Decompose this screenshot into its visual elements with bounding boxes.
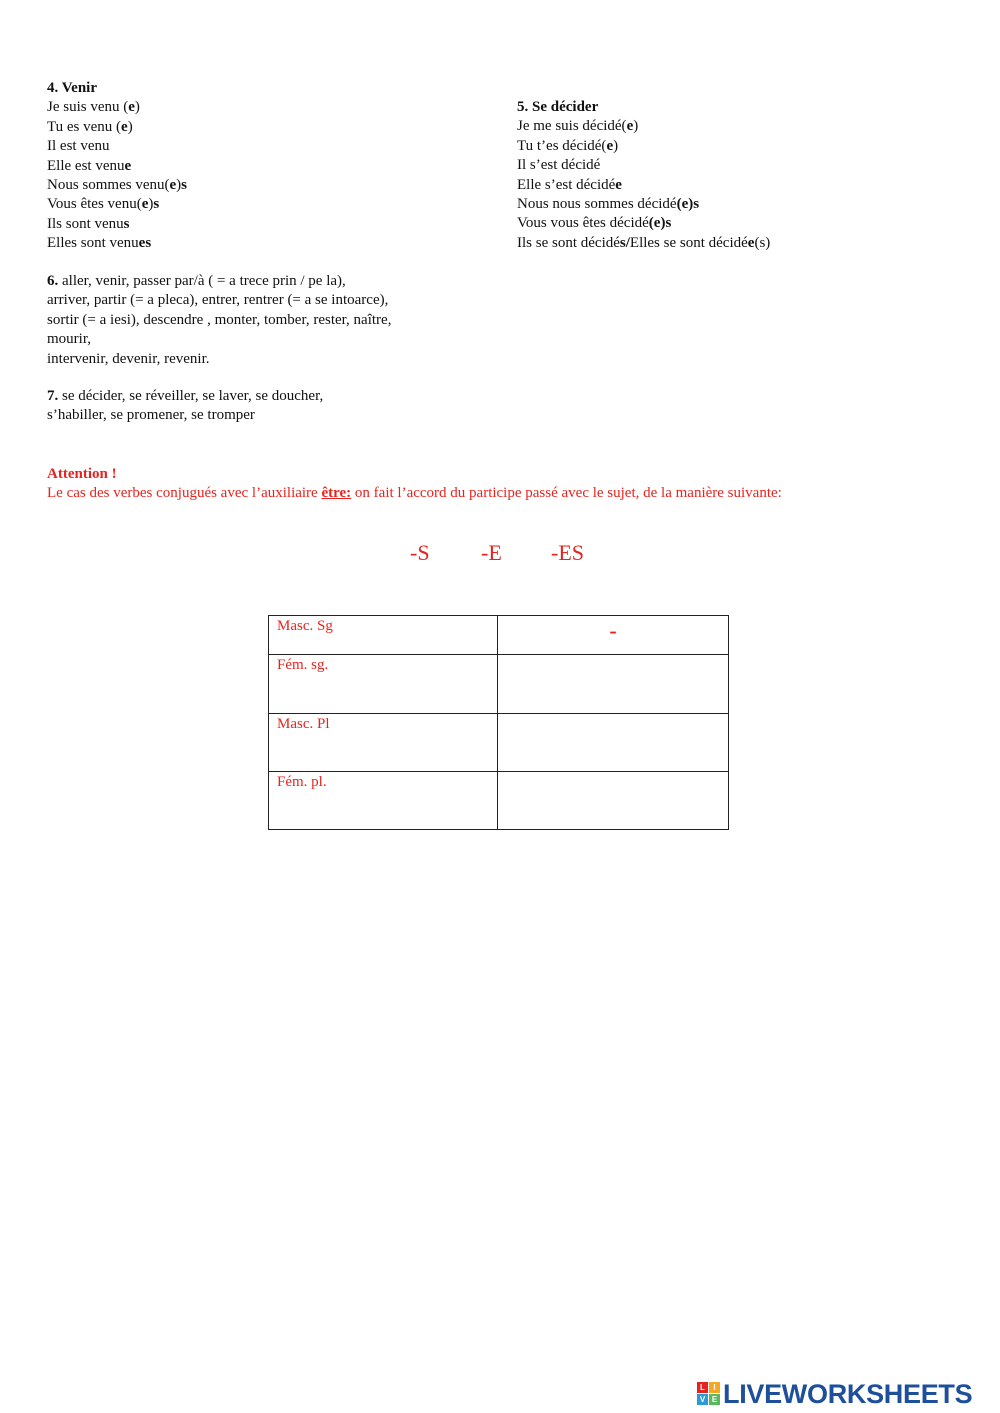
attention-note	[47, 465, 782, 504]
decider-heading: 5. Se décider	[517, 99, 599, 115]
label-fem-sg: Fém. sg.	[269, 655, 498, 714]
brand-text: LIVEWORKSHEETS	[723, 1378, 973, 1409]
decider-line: Je me suis décidé(e)	[517, 118, 639, 135]
decider-line: Vous vous êtes décidé(e)s	[517, 215, 672, 232]
verbs-line: 7. se décider, se réveiller, se laver, se doucher,	[47, 388, 324, 404]
venir-heading: 4. Venir	[47, 80, 98, 96]
se-decider-conjugation	[517, 98, 770, 253]
verbs-line: mourir,	[47, 331, 91, 348]
venir-line: Il est venu	[47, 138, 110, 155]
table-row	[269, 772, 729, 830]
etre-verbs-list	[47, 272, 391, 369]
attention-title: Attention !	[47, 466, 117, 482]
venir-line: Tu es venu (e)	[47, 118, 133, 135]
decider-line: Elle s’est décidée	[517, 176, 622, 193]
decider-line: Il s’est décidé	[517, 157, 601, 174]
etre-keyword: être:	[321, 485, 352, 502]
verbs-line: sortir (= a iesi), descendre , monter, tomber, rester, naître,	[47, 311, 392, 328]
ending-s: -S	[410, 540, 430, 565]
venir-conjugation	[47, 79, 187, 254]
verbs-line: s’habiller, se promener, se tromper	[47, 407, 255, 424]
table-row	[269, 714, 729, 772]
venir-line: Je suis venu (e)	[47, 99, 140, 116]
ending-es: -ES	[551, 540, 584, 565]
answer-cell-fem-pl[interactable]	[498, 772, 729, 830]
venir-line: Vous êtes venu(e)s	[47, 196, 160, 213]
verbs-line: arriver, partir (= a pleca), entrer, rentrer (= a se intoarce),	[47, 292, 389, 309]
decider-line: Nous nous sommes décidé(e)s	[517, 195, 700, 212]
ending-e: -E	[481, 540, 502, 565]
label-masc-pl: Masc. Pl	[269, 714, 498, 772]
pronominal-verbs-list	[47, 387, 323, 426]
venir-line: Nous sommes venu(e)s	[47, 176, 188, 193]
venir-line: Ils sont venus	[47, 215, 130, 232]
venir-line: Elle est venue	[47, 157, 132, 174]
answer-cell-masc-sg[interactable]: -	[498, 616, 729, 655]
table-row	[269, 655, 729, 714]
verbs-line: intervenir, devenir, revenir.	[47, 350, 210, 367]
agreement-table	[268, 615, 729, 830]
decider-line: Tu t’es décidé(e)	[517, 137, 619, 154]
liveworksheets-logo-icon: L I V E	[697, 1382, 721, 1406]
answer-cell-fem-sg[interactable]	[498, 655, 729, 714]
answer-cell-masc-pl[interactable]	[498, 714, 729, 772]
venir-line: Elles sont venues	[47, 235, 152, 252]
decider-line: Ils se sont décidés/Elles se sont décidée(s)	[517, 234, 771, 251]
agreement-endings	[0, 540, 1000, 572]
table-row	[269, 616, 729, 655]
liveworksheets-brand	[697, 1378, 972, 1410]
label-masc-sg: Masc. Sg	[269, 616, 498, 655]
label-fem-pl: Fém. pl.	[269, 772, 498, 830]
attention-text: Le cas des verbes conjugués avec l’auxiliaire être: on fait l’accord du participe passé avec le sujet, de la manière suivante:	[47, 485, 782, 502]
verbs-line: 6. aller, venir, passer par/à ( = a trece prin / pe la),	[47, 273, 346, 289]
